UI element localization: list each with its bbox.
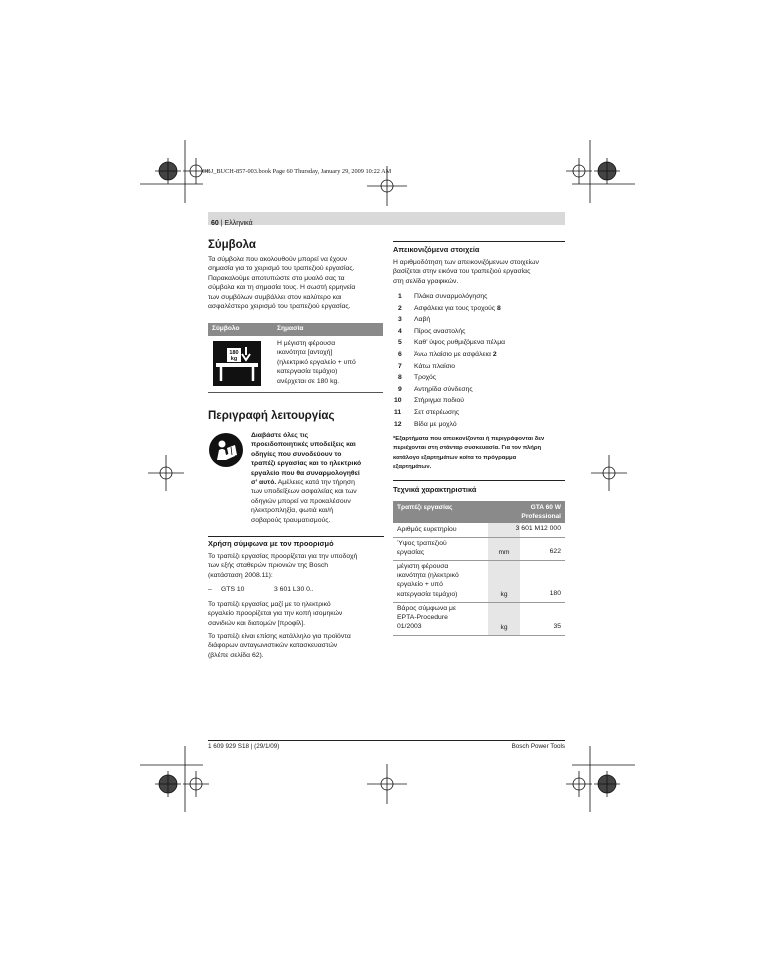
list-item: 1 Πλάκα συναρμολόγησης [398,293,488,300]
intended-use-title: Χρήση σύμφωνα με τον προορισμό [208,539,334,548]
footer-rule [208,740,565,741]
specs-model-line: Professional [521,513,561,520]
col-meaning-header: Σημασία [277,325,304,332]
list-item: 11 Σετ στερέωσης [394,408,460,416]
page-header-bar [208,212,565,225]
load-capacity-icon [213,341,261,386]
list-item: 3 Λαβή [398,316,431,324]
symbol-meaning: Η μέγιστη φέρουσα ικανότητα [αντοχή] (ηλεκτρικό εργαλείο + υπό κατεργασία τεμάχιο) ανέρχεται σε 180 kg. [277,340,356,385]
header-language: Ελληνικά [224,220,253,227]
list-item: 6 Άνω πλαίσιο με ασφάλεια 2 [398,350,497,358]
intended-use-p1: Το τραπέζι εργασίας προορίζεται για την υποδοχή των εξής σταθερών πριονιών της Bosch (κατάσταση 2008.11): [208,553,358,579]
page-number: 60 [211,220,219,227]
print-slug: OBJ_BUCH-857-003.book Page 60 Thursday, January 29, 2009 10:22 AM [202,168,392,175]
read-manual-icon [209,433,243,467]
function-title: Περιγραφή λειτουργίας [208,410,335,422]
symbols-intro: Τα σύμβολα που ακολουθούν μπορεί να έχουν σημασία για το χειρισμό του τραπεζιού εργασίας. Παρακαλούμε αποτυπώστε στο μυαλό σας τα σύμβολα και τη σημασία τους. Η σωστή ερμηνεία των συμβόλων συμβάλλει στον καλύτερο και ασφαλέστερο χειρισμό του τραπεζιού εργασίας. [208,256,356,311]
table-row: μέγιστη φέρουσα ικανότητα (ηλεκτρικό εργαλείο + υπό κατεργασία τεμάχιο) kg 180 [393,560,565,603]
list-item: 4 Πίρος αναστολής [398,327,466,335]
col-symbol-header: Σύμβολο [212,325,240,332]
table-row: Βάρος σύμφωνα με EPTA-Procedure 01/2003 kg 35 [393,602,565,636]
symbols-table [208,323,383,393]
intended-use-p3: Το τραπέζι είναι επίσης κατάλληλο για προϊόντα διάφορων ανταγωνιστικών κατασκευαστών (βλέπε σελίδα 62). [208,633,351,659]
footer-brand: Bosch Power Tools [511,743,565,750]
specs-table [393,501,565,635]
section-rule [208,536,384,537]
section-rule [393,241,565,242]
accessories-footnote: *Εξαρτήματα που απεικονίζονται ή περιγράφονται δεν περιέχονται στη στάνταρ συσκευασία. Για τον πλήρη κατάλογο εξαρτημάτων κοίτα το πρόγραμμα εξαρτημάτων. [393,436,545,470]
list-item: 5 Καθ’ ύψος ρυθμιζόμενα πέλμα [398,339,506,347]
list-item: 2 Ασφάλεια για τους τροχούς 8 [398,304,501,312]
saw-model-item: – GTS 10 3 601 L30 0.. [208,586,314,593]
components-title: Απεικονιζόμενα στοιχεία [393,245,480,254]
list-item: 8 Τροχός [398,374,437,382]
icon-load-value: 180 [229,350,239,356]
list-item: 7 Κάτω πλαίσιο [398,362,456,370]
list-item: 9 Αντηρίδα σύνδεσης [398,385,473,393]
icon-load-unit: kg [230,356,238,362]
specs-title: Τεχνικά χαρακτηριστικά [393,485,477,494]
symbols-title: Σύμβολα [208,239,256,251]
footer-doc-number: 1 609 929 S18 | (29/1/09) [208,743,280,750]
table-row: Αριθμός ευρετηρίου 3 601 M12 000 [393,523,565,538]
list-item: 10 Στήριγμα ποδιού [394,397,465,405]
components-intro: Η αριθμοδότηση των απεικονιζόμενων στοιχείων βασίζεται στην εικόνα του τραπεζιού εργασίας στη σελίδα γραφικών. [393,259,539,285]
table-row: Ύψος τραπεζιού εργασίας mm 622 [393,537,565,561]
list-item: 12 Βίδα με μοχλό [394,420,457,428]
header-separator: | [220,220,223,227]
safety-warning: Διαβάστε όλες τις προειδοποιητικές υποδείξεις και οδηγίες που συνοδεύουν το τραπέζι εργασίας και το ηλεκτρικό εργαλείο που θα συναρμολογηθεί σ’ αυτό. Αμέλειες κατά την τήρηση των υποδείξεων ασφαλείας και των οδηγιών μπορεί να προκαλέσουν ηλεκτροπληξία, φωτιά και/ή σοβαρούς τραυματισμούς. [251,432,362,524]
components-list [394,291,563,430]
intended-use-p2: Το τραπέζι εργασίας μαζί με το ηλεκτρικό εργαλείο προορίζεται για την κοπή ισομηκών σανιδιών και διατομών [προφίλ]. [208,601,343,627]
section-rule [393,480,565,481]
specs-model: GTA 60 W [530,504,561,511]
specs-header-label: Τραπέζι εργασίας [397,504,453,511]
